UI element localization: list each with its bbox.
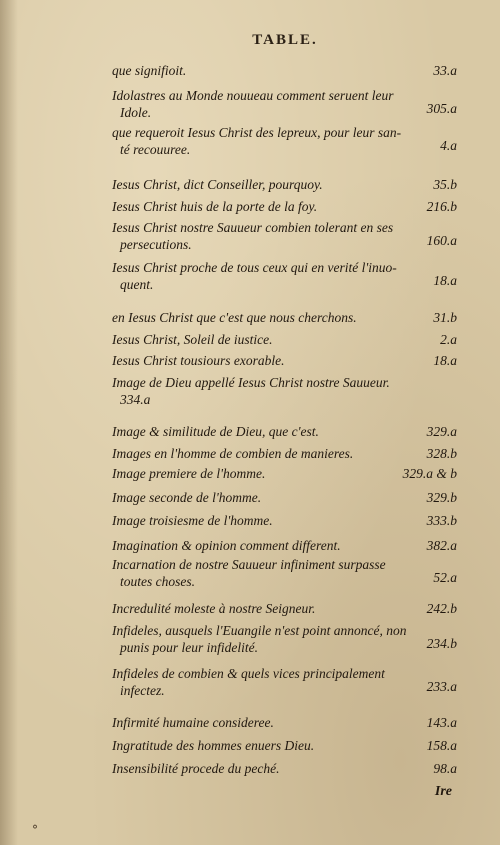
entry-text: Image & similitude de Dieu, que c'est. <box>112 424 319 439</box>
entry-text: Infirmité humaine consideree. <box>112 715 274 730</box>
running-header: TABLE. <box>252 32 318 48</box>
index-entry <box>112 600 457 617</box>
entry-text: Image troisiesme de l'homme. <box>112 513 273 528</box>
index-entry <box>112 737 457 754</box>
entry-text: en Iesus Christ que c'est que nous cherchons. <box>112 310 357 325</box>
page-reference: 158.a <box>426 738 457 753</box>
index-entry <box>112 176 457 193</box>
page-reference: 33.a <box>433 63 457 78</box>
entry-text: infectez. <box>120 683 165 698</box>
entry-text: Ingratitude des hommes enuers Dieu. <box>112 738 315 753</box>
index-entry <box>112 309 457 326</box>
entry-text: Images en l'homme de combien de manieres. <box>112 446 354 461</box>
page-reference: 329.a <box>426 424 457 439</box>
index-entry <box>112 62 457 79</box>
entry-text: que signifioit. <box>112 63 187 78</box>
index-entry <box>112 537 457 554</box>
page-reference: 52.a <box>433 570 457 585</box>
entry-text: Iesus Christ huis de la porte de la foy. <box>112 199 318 214</box>
page-reference: 329.b <box>426 490 457 505</box>
index-entry <box>112 219 457 253</box>
entry-text: té recouuree. <box>120 142 191 157</box>
entry-text: Incarnation de nostre Sauueur infiniment surpasse <box>112 557 386 572</box>
page-reference: 35.b <box>433 177 457 192</box>
page-reference: 143.a <box>426 715 457 730</box>
index-entry <box>112 331 457 348</box>
page-reference: 98.a <box>433 761 457 776</box>
entry-text: Iesus Christ, Soleil de iustice. <box>112 332 273 347</box>
index-entry <box>112 374 457 408</box>
page-reference: 31.b <box>433 310 457 325</box>
entry-text: Insensibilité procede du peché. <box>112 761 280 776</box>
entry-text: Image premiere de l'homme. <box>112 466 266 481</box>
page-reference: 333.b <box>426 513 457 528</box>
index-entry <box>112 124 457 158</box>
entry-text: persecutions. <box>120 237 192 252</box>
index-entry <box>112 489 457 506</box>
entry-text: que requeroit Iesus Christ des lepreux, pour leur san- <box>112 125 402 140</box>
index-entry <box>112 556 457 590</box>
entry-text: Image de Dieu appellé Iesus Christ nostre Sauueur. <box>112 375 390 390</box>
catchword: Ire <box>434 784 452 799</box>
entry-text: quent. <box>120 277 154 292</box>
entry-text: Infideles de combien & quels vices principalement <box>112 666 385 681</box>
page-reference: 328.b <box>426 446 457 461</box>
entry-text: Iesus Christ, dict Conseiller, pourquoy. <box>112 177 323 192</box>
index-entry <box>112 423 457 440</box>
page-reference: 234.b <box>426 636 457 651</box>
index-entry <box>112 87 457 121</box>
index-entry <box>112 445 457 462</box>
index-entry <box>112 665 457 699</box>
page-reference: 233.a <box>426 679 457 694</box>
page-reference: 382.a <box>426 538 457 553</box>
entry-text: Infideles, ausquels l'Euangile n'est point annoncé, non <box>112 623 407 638</box>
index-entry <box>112 198 457 215</box>
page-reference: 242.b <box>426 601 457 616</box>
page-reference: 216.b <box>426 199 457 214</box>
entry-text: Idolastres au Monde nouueau comment seruent leur <box>112 88 394 103</box>
entry-text: Imagination & opinion comment different. <box>112 538 341 553</box>
page-reference: 18.a <box>433 353 457 368</box>
entry-text: Image seconde de l'homme. <box>112 490 262 505</box>
entry-text: punis pour leur infidelité. <box>120 640 258 655</box>
index-entry <box>112 760 457 777</box>
margin-mark: ° <box>32 823 38 837</box>
page-reference: 160.a <box>426 233 457 248</box>
entry-text: Idole. <box>120 105 152 120</box>
index-entry <box>112 512 457 529</box>
index-entry <box>112 352 457 369</box>
entry-text: 334.a <box>120 392 151 407</box>
page-reference: 2.a <box>440 332 457 347</box>
page-reference: 329.a & b <box>402 466 457 481</box>
page-reference: 305.a <box>426 101 457 116</box>
page-reference: 4.a <box>440 138 457 153</box>
entry-text: Iesus Christ tousiours exorable. <box>112 353 285 368</box>
entry-text: toutes choses. <box>120 574 195 589</box>
entry-text: Iesus Christ nostre Sauueur combien tolerant en ses <box>112 220 394 235</box>
index-entry <box>112 622 457 656</box>
index-entry <box>112 714 457 731</box>
index-entry <box>112 259 457 293</box>
page-reference: 18.a <box>433 273 457 288</box>
entry-text: Iesus Christ proche de tous ceux qui en verité l'inuo- <box>112 260 397 275</box>
entry-text: Incredulité moleste à nostre Seigneur. <box>112 601 316 616</box>
index-entry <box>112 465 457 482</box>
